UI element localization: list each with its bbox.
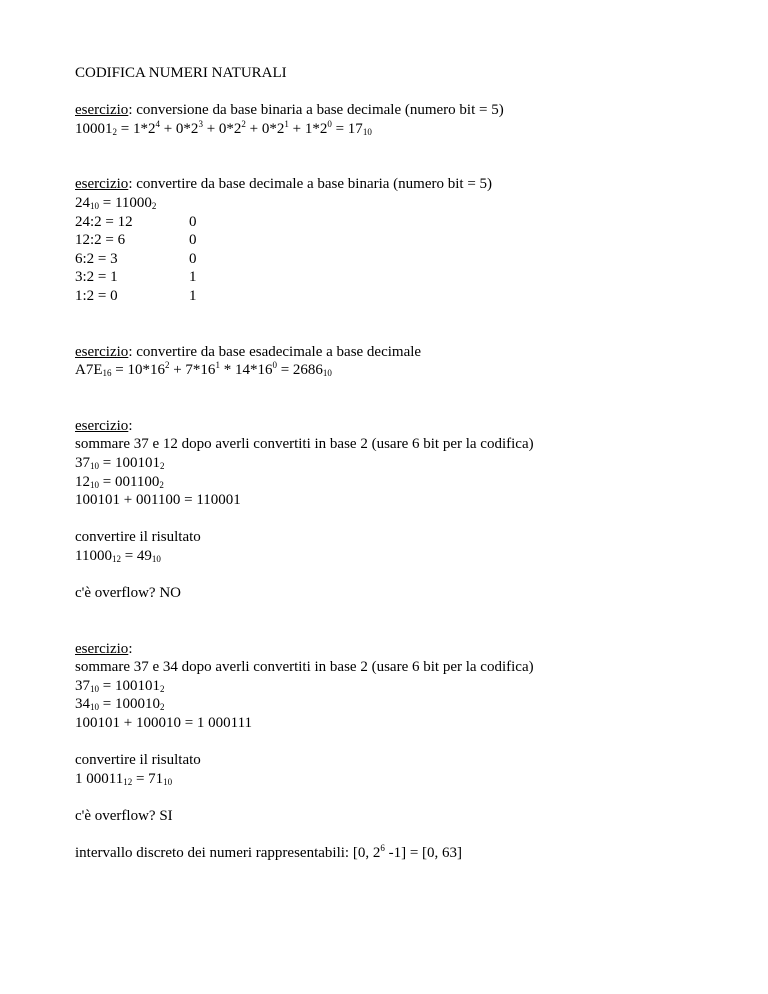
exercise-3-heading	[75, 343, 735, 362]
exercise-description: : convertire da base esadecimale a base decimale	[128, 343, 422, 360]
exercise-label: esercizio	[75, 417, 129, 434]
exercise-description: : convertire da base decimale a base binaria (numero bit = 5)	[128, 176, 493, 193]
exercise-5-overflow: c'è overflow? SI	[75, 808, 173, 824]
exercise-4-convert-label: convertire il risultato	[75, 529, 201, 546]
page-title: CODIFICA NUMERI NATURALI	[75, 65, 287, 81]
division-row: 6:2 = 3 0	[75, 250, 197, 267]
division-row: 24:2 = 12 0	[75, 213, 197, 230]
exercise-description: : conversione da base binaria a base decimale (numero bit = 5)	[128, 102, 504, 119]
exercise-4-conversion-b: $12_{10} = 001100_2$	[75, 473, 164, 490]
exercise-4-overflow: c'è overflow? NO	[75, 585, 181, 602]
division-row: 12:2 = 6 0	[75, 232, 197, 249]
exercise-5-result: 1 $00011_{12} = 71_{10}$	[75, 770, 173, 787]
exercise-4-sum: 100101 + 001100 = 110001	[75, 492, 241, 509]
exercise-5-conversion-b: $34_{10} = 100010_2$	[75, 696, 165, 713]
exercise-3-formula: $A7E_{16} = 10*16^2 + 7*16^1 * 14*16^0 = 2686_{10}$	[75, 360, 332, 379]
exercise-5-text: sommare 37 e 34 dopo averli convertiti in base 2 (usare 6 bit per la codifica)	[75, 659, 534, 676]
exercise-label: esercizio	[75, 640, 129, 657]
exercise-label: esercizio	[75, 176, 129, 193]
exercise-5-heading: esercizio:	[75, 640, 133, 657]
exercise-2-heading	[75, 175, 735, 194]
division-row: 1:2 = 0 1	[75, 287, 197, 304]
division-row: 3:2 = 1 1	[75, 269, 197, 286]
exercise-4-text: sommare 37 e 12 dopo averli convertiti in base 2 (usare 6 bit per la codifica)	[75, 436, 534, 453]
exercise-4-heading: esercizio:	[75, 417, 133, 434]
exercise-1-formula: $10001_2 = 1*2^4 + 0*2^3 + 0*2^2 + 0*2^1 + 1*2^0 = 17_{10}$	[75, 118, 372, 137]
exercise-1-heading	[75, 101, 735, 120]
exercise-5-sum: 100101 + 100010 = 1 000111	[75, 715, 253, 732]
exercise-5-convert-label: convertire il risultato	[75, 752, 201, 769]
exercise-4-result: $11000_{12} = 49_{10}$	[75, 547, 161, 564]
representable-interval: intervallo discreto dei numeri rappresentabili: [0, $2^6$ -1] = [0, 63]	[75, 843, 463, 862]
exercise-5-conversion-a: $37_{10} = 100101_2$	[75, 677, 165, 694]
exercise-label: esercizio	[75, 343, 129, 360]
exercise-4-conversion-a: $37_{10} = 100101_2$	[75, 454, 165, 471]
exercise-2-formula: $24_{10} = 11000_2$	[75, 194, 157, 211]
document-body	[75, 64, 735, 863]
exercise-label: esercizio	[75, 102, 129, 119]
